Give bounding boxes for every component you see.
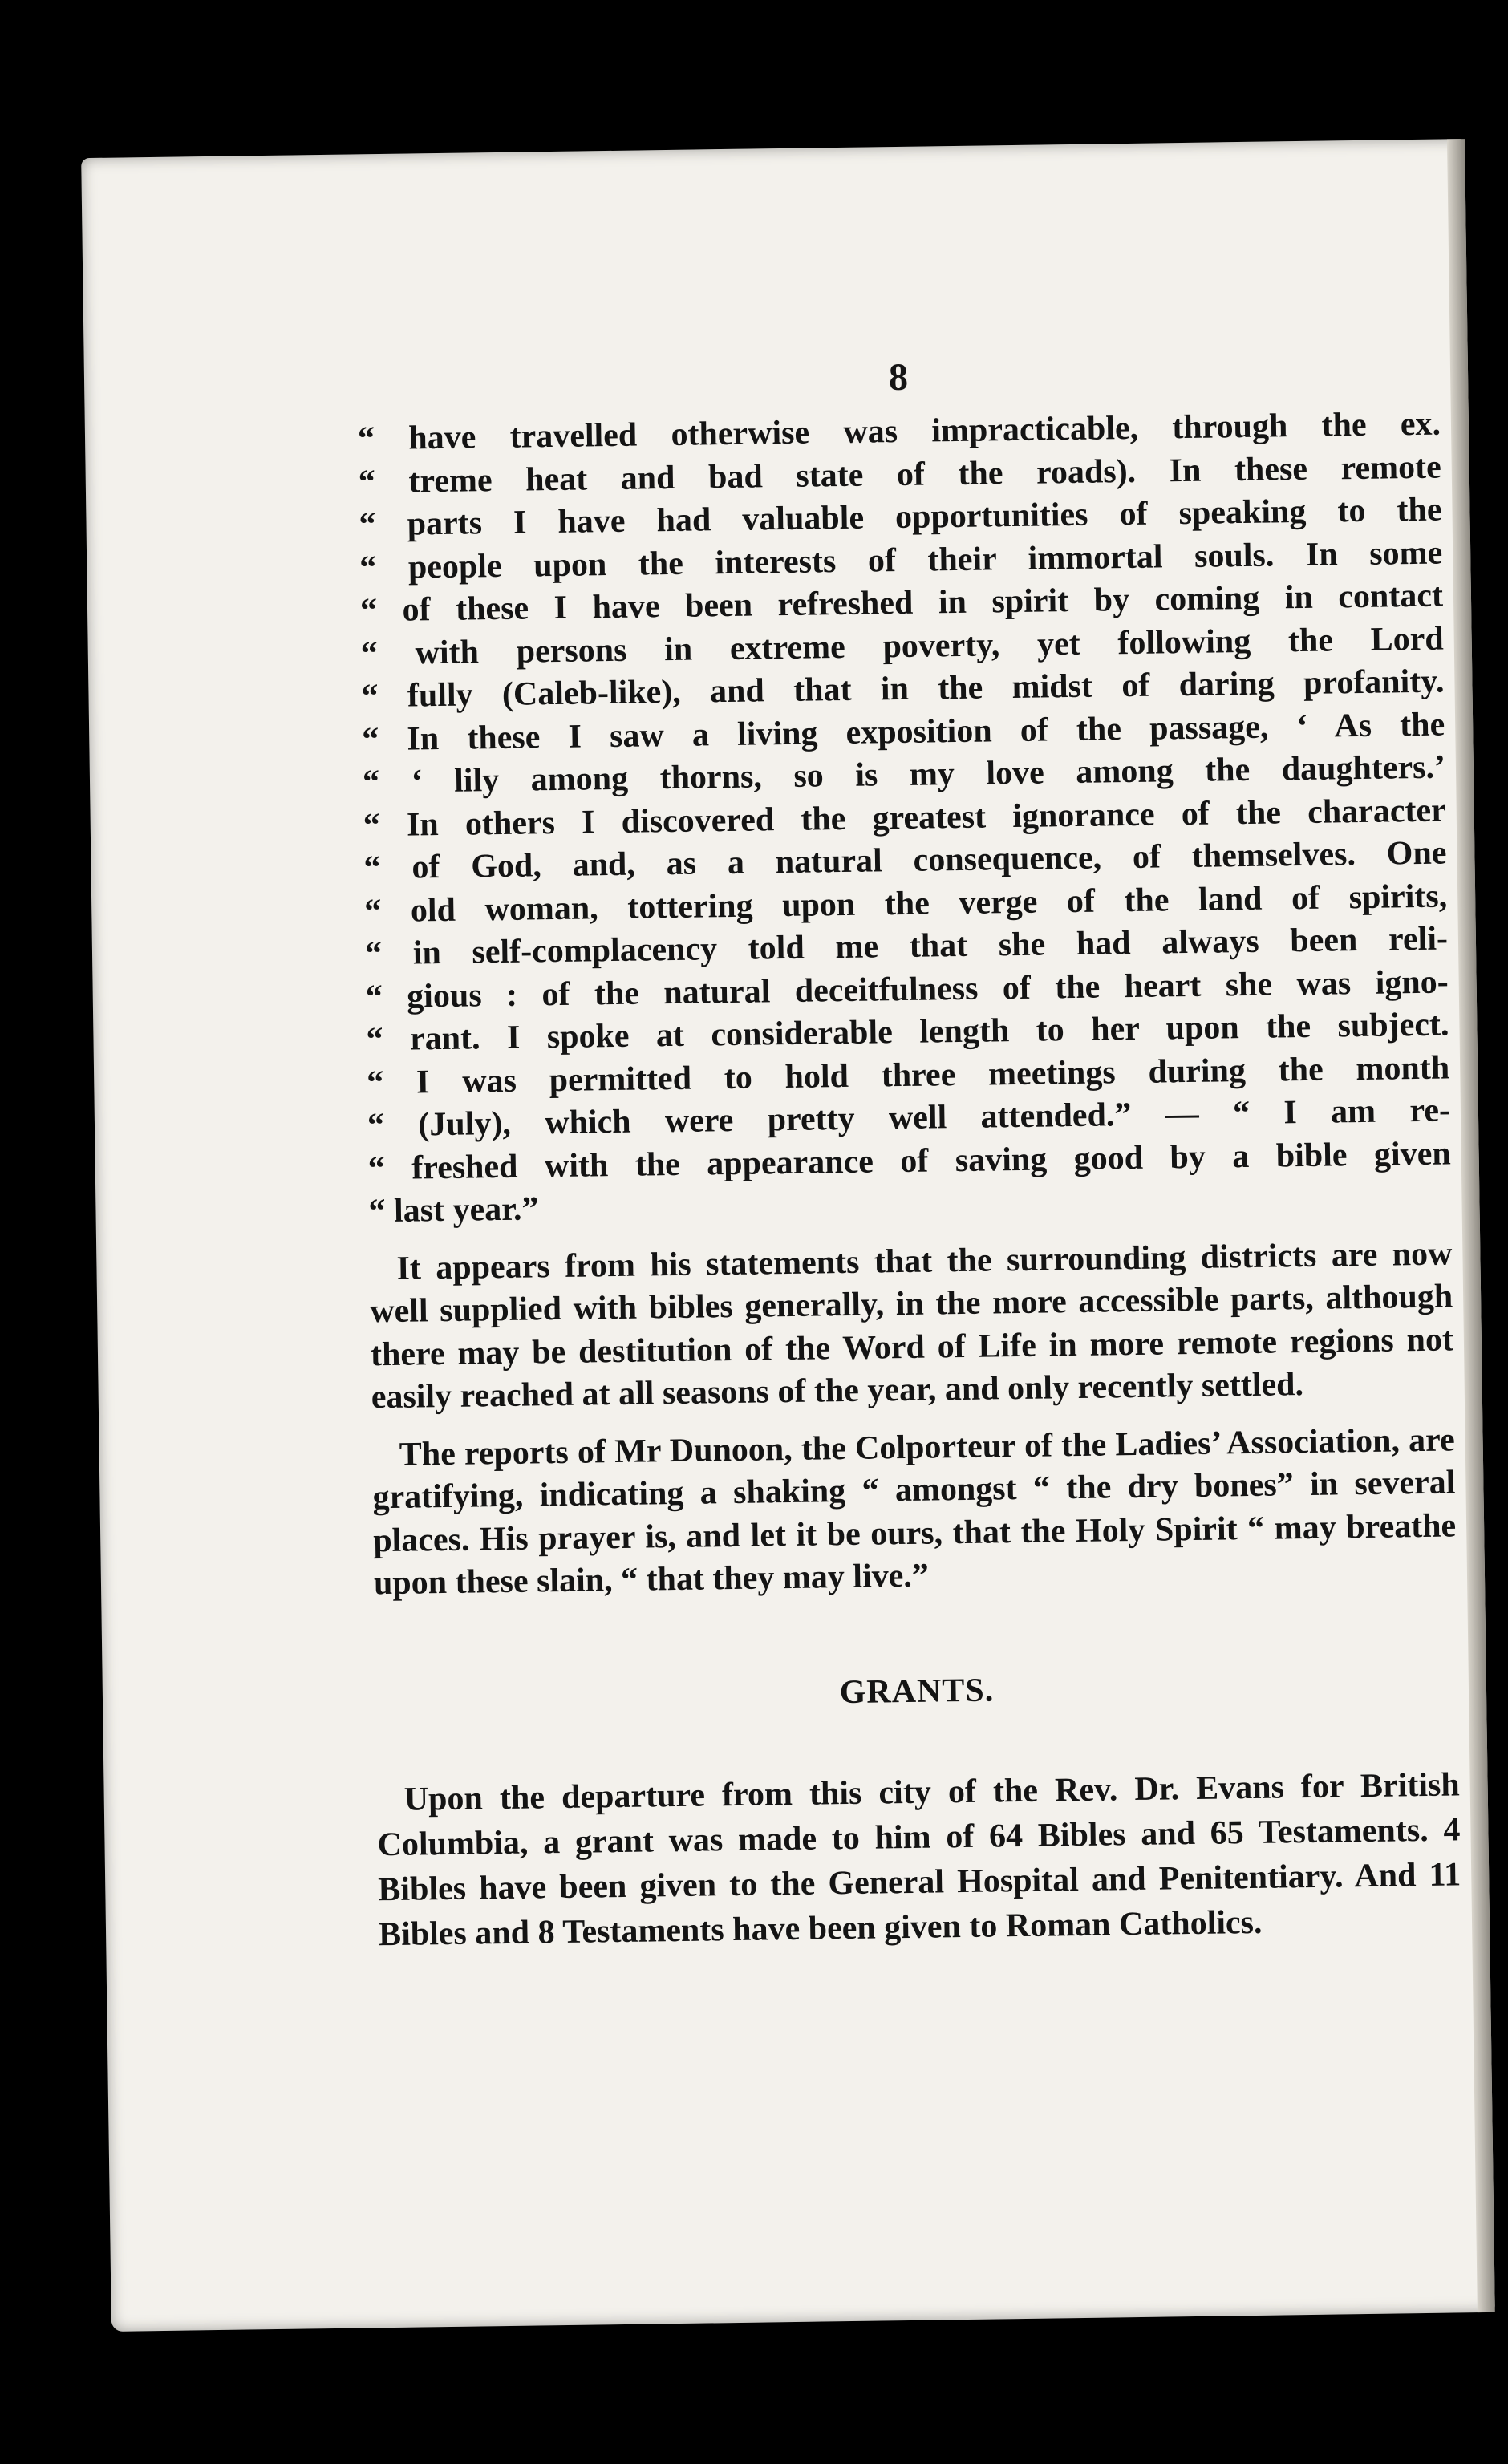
quote-line: “ gious : of the natural deceitfulness of the heart she was igno-: [365, 962, 1449, 1015]
page-number: 8: [888, 355, 909, 399]
quote-line: “ have travelled otherwise was impracticable, through the ex.: [357, 405, 1441, 458]
quote-line: “ I was permitted to hold three meetings during the month: [366, 1048, 1450, 1101]
quoted-report: [358, 403, 1452, 1234]
quote-line: “ In these I saw a living exposition of the passage, ‘ As the: [361, 706, 1445, 758]
quote-line: “ rant. I spoke at considerable length to her upon the subject.: [366, 1006, 1449, 1059]
quote-line: “ (July), which were pretty well attended.” — “ I am re-: [367, 1092, 1451, 1145]
quote-line: “ of these I have been refreshed in spirit by coming in contact: [359, 577, 1444, 630]
quote-line: “ fully (Caleb-like), and that in the midst of daring profanity.: [361, 663, 1445, 715]
quote-line: “ in self-complacency told me that she had always been reli-: [364, 920, 1449, 973]
quote-line: “ with persons in extreme poverty, yet following the Lord: [360, 620, 1445, 672]
quote-line: “ ‘ lily among thorns, so is my love among the daughters.’: [362, 748, 1446, 801]
paragraph-districts: It appears from his statements that the surrounding districts are now well supplied with bibles generally, in the more accessible parts, although there may be destitution of the Word of Life in more remote regions not easily reached at all seasons of the year, and only recently settled.: [369, 1234, 1454, 1416]
quote-line: “ freshed with the appearance of saving good by a bible given: [367, 1134, 1451, 1187]
quote-line: “ old woman, tottering upon the verge of the land of spirits,: [363, 877, 1448, 930]
quote-line: “ people upon the interests of their immortal souls. In some: [359, 534, 1443, 586]
page-text-block: [357, 348, 1462, 1957]
quote-line: “ parts I have had valuable opportunities of speaking to the: [359, 491, 1442, 544]
page-edge: [1447, 139, 1495, 2312]
section-heading-grants: GRANTS.: [839, 1671, 995, 1711]
paragraph-grants: Upon the departure from this city of the Rev. Dr. Evans for British Columbia, a grant was made to him of 64 Bibles and 65 Testaments. 4 Bibles have been given to the General Hospital and Penitentiary. And 11 Bibles and 8 Testaments have been given to Roman Catholics.: [377, 1765, 1461, 1953]
quote-line: “ last year.”: [368, 1190, 539, 1230]
book-page: [81, 139, 1495, 2332]
quote-line: “ In others I discovered the greatest ignorance of the character: [363, 791, 1447, 844]
quote-line: “ treme heat and bad state of the roads). In these remote: [358, 448, 1442, 500]
paragraph-colporteur: The reports of Mr Dunoon, the Colporteur of the Ladies’ Association, are gratifying, indicating a shaking “ amongst “ the dry bones” in several places. His prayer is, and let it be ours, that the Holy Spirit “ may breathe upon these slain, “ that they may live.”: [372, 1420, 1457, 1603]
quote-line: “ of God, and, as a natural consequence, of themselves. One: [363, 834, 1447, 887]
